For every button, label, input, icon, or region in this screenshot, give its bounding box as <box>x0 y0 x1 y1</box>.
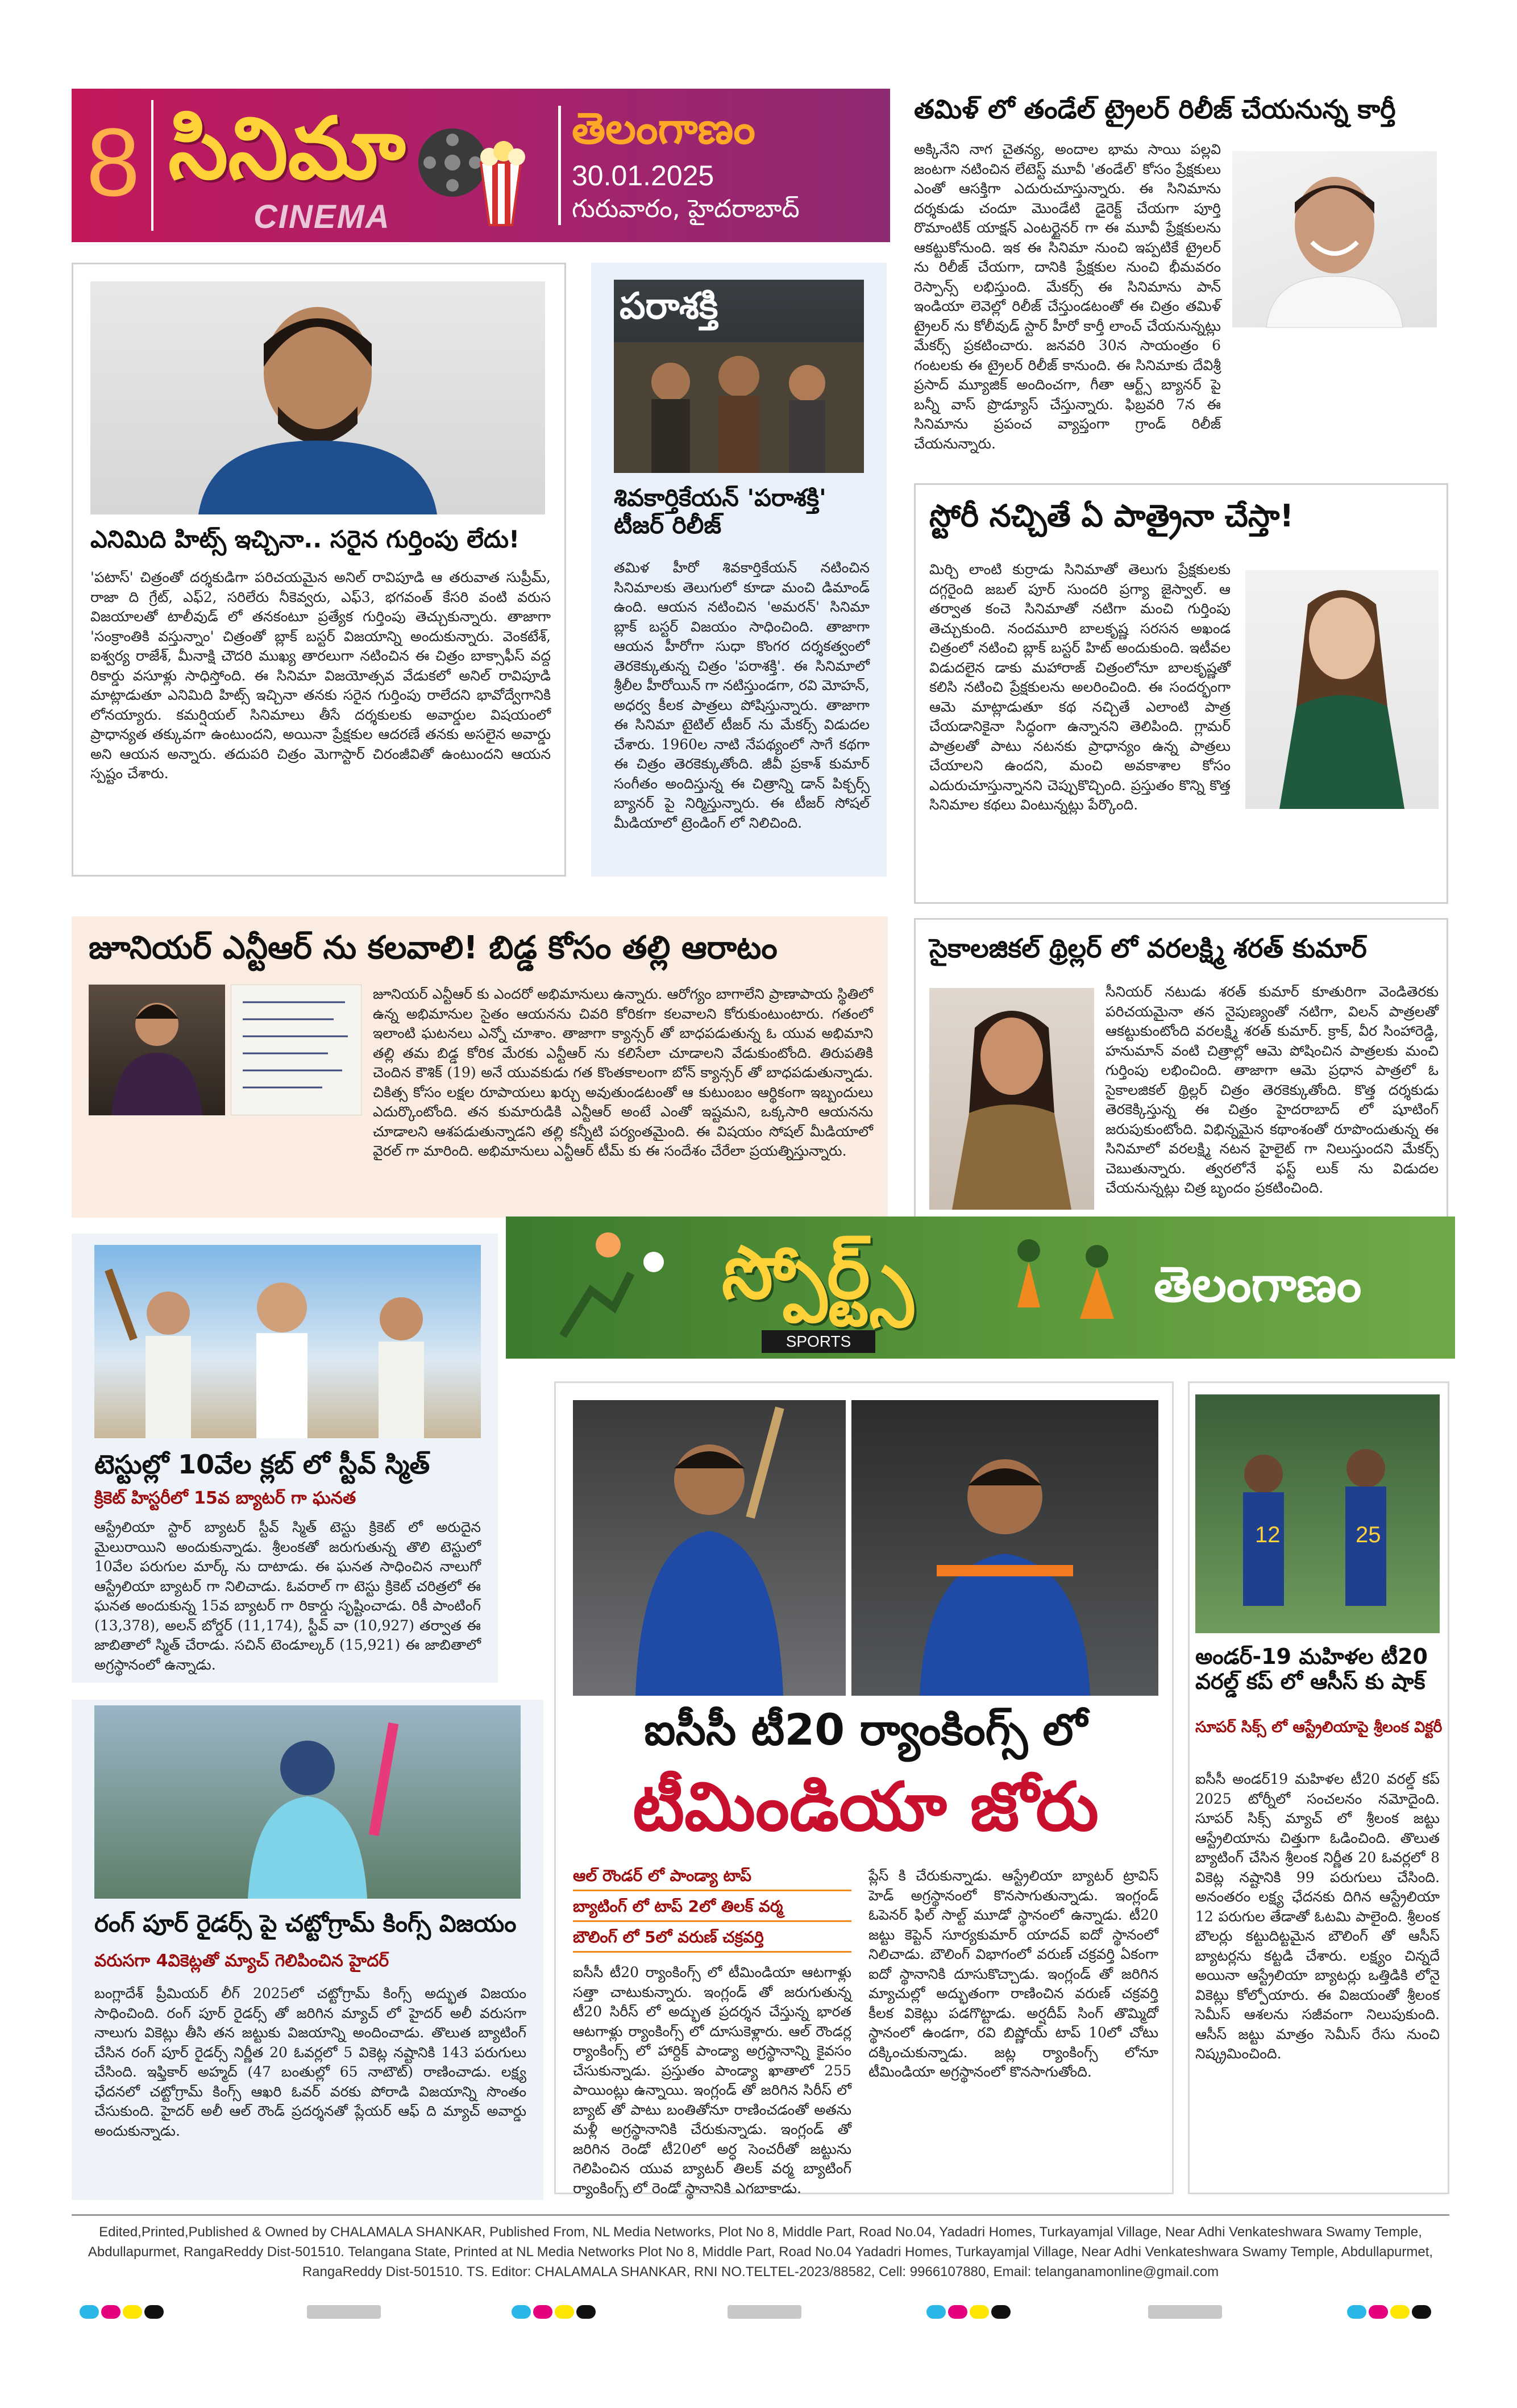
page-number: 8 <box>86 109 140 217</box>
footer-line-1: Edited,Printed,Published & Owned by CHALAMALA SHANKAR, Published From, NL Media Networks, Plot No 8, Middle Part, Road No.04, Yadadri Homes, Turkayamjal Village, Near Adhi Venkateshwara Swamy Temple, <box>99 2224 1422 2240</box>
article-karthi <box>914 89 1448 458</box>
icc-highlight-2: బ్యాటింగ్ లో టాప్ 2లో తిలక్ వర్మ <box>573 1897 851 1922</box>
icc-headline-line1: ఐసీసీ టీ20 ర్యాంకింగ్స్ లో <box>573 1701 1158 1758</box>
ntr-photo <box>89 985 225 1115</box>
film-reel-popcorn-icon <box>413 100 538 231</box>
article-ntr <box>72 916 888 1218</box>
issue-date: 30.01.2025 <box>572 160 714 192</box>
article-subtitle: క్రికెట్ హిస్టరీలో 15వ బ్యాటర్ గా ఘనత <box>94 1488 356 1508</box>
icc-highlight-3: బౌలింగ్ లో 5లో వరుణ్ చక్రవర్తి <box>573 1928 851 1953</box>
article-title: తమిళ్ లో తండేల్ ట్రైలర్ రిలీజ్ చేయనున్న కార్తీ <box>914 94 1396 124</box>
article-body: జూనియర్ ఎన్టీఆర్ కు ఎందరో అభిమానులు ఉన్నారు. ఆరోగ్యం బాగాలేని ప్రాణాపాయ స్థితిలో ఉన్న అభిమానుల సైతం ఆయనను చివరి కోరికగా కలవాలని కోరుకుంటుంటారు. గతంలో ఇలాంటి ఘటనలు ఎన్నో చూశాం. తాజాగా క్యాన్సర్ తో బాధపడుతున్న ఓ యువ అభిమాని తల్లి తమ బిడ్డ కోరిక మేరకు ఎన్టీఆర్ ను కలిసేలా చూడాలని వేడుకుంటోంది. తిరుపతికి చెందిన కౌశిక్ (19) అనే యువకుడు గత కొంతకాలంగా బోన్ క్యాన్సర్ తో బాధపడుతున్నాడు. చికిత్స కోసం లక్షల రూపాయలు ఖర్చు అవుతుండటంతో ఆ కుటుంబం ఆర్థికంగా ఇబ్బందులు ఎదుర్కొంటోంది. తన కుమారుడికి ఎన్టీఆర్ అంటే ఎంతో ఇష్టమని, ఒక్కసారి ఆయనను చూడాలని ఆశపడుతున్నాడని తల్లి కన్నీటి పర్యంతమైంది. ఈ విషయం సోషల్ మీడియాలో వైరల్ గా మారింది. అభిమానులు ఎన్టీఆర్ టీమ్ కు ఈ సందేశం చేరేలా ప్రయత్నిస్తున్నారు. <box>373 986 873 1159</box>
varun-photo <box>851 1400 1158 1696</box>
tilak-photo <box>573 1400 846 1696</box>
smith-photo <box>94 1245 481 1438</box>
article-anil <box>72 263 566 877</box>
article-smith <box>72 1234 498 1683</box>
svg-text:12: 12 <box>1255 1522 1281 1547</box>
karthi-photo <box>1232 151 1437 327</box>
article-body: ఆస్ట్రేలియా స్టార్ బ్యాటర్ స్టీవ్ స్మిత్ టెస్టు క్రికెట్ లో అరుదైన మైలురాయిని అందుకున్నాడు. శ్రీలంకతో జరుగుతున్న తొలి టెస్టులో 10వేల పరుగుల మార్క్ ను దాటాడు. ఈ ఘనత సాధించిన నాలుగో ఆస్ట్రేలియా బ్యాటర్ గా నిలిచాడు. ఓవరాల్ గా టెస్టు క్రికెట్ చరిత్రలో ఈ ఘనత అందుకున్న 15వ బ్యాటర్ గా రికార్డు సృష్టించాడు. రికీ పాంటింగ్ (13,378), అలన్ బోర్డర్ (11,174), స్టీవ్ వా (10,927) తర్వాత ఈ జాబితాలో స్మిత్ చేరాడు. సచిన్ టెండూల్కర్ (15,921) ఈ జాబితాలో అగ్రస్థానంలో ఉన్నాడు. <box>94 1519 481 1673</box>
article-subtitle: వరుసగా 4వికెట్లతో మ్యాచ్ గెలిపించిన హైదర్ <box>94 1951 389 1971</box>
article-body: ఐసీసీ అండర్19 మహిళల టీ20 వరల్డ్ కప్ 2025 టోర్నీలో సంచలనం నమోదైంది. సూపర్ సిక్స్ మ్యాచ్ లో శ్రీలంక జట్టు ఆస్ట్రేలియాను చిత్తుగా ఓడించింది. తొలుత బ్యాటింగ్ చేసిన శ్రీలంక నిర్ణీత 20 ఓవర్లలో 8 వికెట్ల నష్టానికి 99 పరుగులు చేసింది. అనంతరం లక్ష్య ఛేదనకు దిగిన ఆస్ట్రేలియా 12 పరుగుల తేడాతో ఓటమి పాలైంది. శ్రీలంక బౌలర్లు కట్టుదిట్టమైన బౌలింగ్ తో ఆసీస్ బ్యాటర్లను కట్టడి చేశారు. లక్ష్యం చిన్నదే అయినా ఆస్ట్రేలియా బ్యాటర్లు ఒత్తిడికి లోనై వికెట్లు కోల్పోయారు. ఈ విజయంతో శ్రీలంక సెమీస్ ఆశలను సజీవంగా నిలుపుకుంది. ఆసీస్ జట్టు మాత్రం సెమీస్ రేసు నుంచి నిష్క్రమించింది. <box>1195 1771 1440 2062</box>
article-pragya <box>914 483 1448 904</box>
article-title: రంగ్ పూర్ రైడర్స్ పై చట్టోగ్రామ్ కింగ్స్ విజయం <box>94 1909 517 1937</box>
section-subtitle: CINEMA <box>253 198 390 235</box>
pragya-photo <box>1245 570 1439 809</box>
paper-name: తెలంగాణం <box>572 103 755 153</box>
registration-marks <box>80 2305 1455 2322</box>
sports-figures-icon <box>517 1222 705 1353</box>
footer-line-2: Abdullapurmet, RangaReddy Dist-501510. Telangana State, Printed at NL Media Networks Plot No 8, Middle Part, Road No.04 Yadadri Homes, Turkayamjal Village, Near Adhi Venkateshwara Swamy Temple, Abdullapurmet, <box>88 2244 1433 2260</box>
section-title: సినిమా <box>168 99 406 198</box>
article-body: సీనియర్ నటుడు శరత్ కుమార్ కూతురిగా వెండితెరకు పరిచయమైనా తన నైపుణ్యంతో నటిగా, విలన్ పాత్రలతో ఆకట్టుకుంటోంది వరలక్ష్మి శరత్ కుమార్. క్రాక్, వీర సింహారెడ్డి, హనుమాన్ వంటి చిత్రాల్లో ఆమె పోషించిన పాత్రలకు మంచి గుర్తింపు లభించింది. తాజాగా ఆమె ప్రధాన పాత్రలో ఓ సైకాలజికల్ థ్రిల్లర్ చిత్రం తెరకెక్కుతోంది. కొత్త దర్శకుడు తెరకెక్కిస్తున్న ఈ చిత్రం హైదరాబాద్ లో షూటింగ్ జరుపుకుంటోంది. విభిన్నమైన కథాంశంతో రూపొందుతున్న ఈ సినిమాలో వరలక్ష్మి నటన హైలైట్ గా నిలుస్తుందని మేకర్స్ చెబుతున్నారు. త్వరలోనే ఫస్ట్ లుక్ ను విడుదల చేయనున్నట్లు చిత్ర బృందం ప్రకటించింది. <box>1105 983 1439 1196</box>
article-title: జూనియర్ ఎన్టీఆర్ ను కలవాలి! బిడ్డ కోసం తల్లి ఆరాటం <box>89 929 778 966</box>
article-title: టెస్టుల్లో 10వేల క్లబ్ లో స్టీవ్ స్మిత్ <box>94 1449 430 1480</box>
masthead-divider <box>151 100 153 231</box>
article-title: శివకార్తికేయన్ 'పరాశక్తి' టీజర్ రిలీజ్ <box>614 484 826 539</box>
poster-title: పరాశక్తి <box>620 285 718 327</box>
varalakshmi-photo <box>929 988 1094 1210</box>
icc-body-col2: ప్లేస్ కి చేరుకున్నాడు. ఆస్ట్రేలియా బ్యాటర్ ట్రావిస్ హెడ్ అగ్రస్థానంలో కొనసాగుతున్నాడు. ఇంగ్లండ్ ఓపెనర్ ఫిల్ సాల్ట్ మూడో స్థానంలో ఉన్నాడు. టీ20 జట్టు కెప్టెన్ సూర్యకుమార్ యాదవ్ ఐదో స్థానంలో నిలిచాడు. బౌలింగ్ విభాగంలో వరుణ్ చక్రవర్తి ఏకంగా ఐదో స్థానానికి దూసుకొచ్చాడు. ఇంగ్లండ్ తో జరిగిన మ్యాచుల్లో అద్భుతంగా రాణించిన వరుణ్ చక్రవర్తి కీలక వికెట్లు పడగొట్టాడు. అర్షదీప్ సింగ్ తొమ్మిదో స్థానంలో ఉండగా, రవి బిష్ణోయ్ టాప్ 10లో చోటు దక్కించుకున్నాడు. జట్ల ర్యాంకింగ్స్ లోనూ టీమిండియా అగ్రస్థానంలో కొనసాగుతోంది. <box>868 1867 1158 2080</box>
article-subtitle: సూపర్ సిక్స్ లో ఆస్ట్రేలియాపై శ్రీలంక విక్టరీ <box>1195 1718 1443 1736</box>
issue-day-place: గురువారం, హైదరాబాద్ <box>572 194 800 223</box>
masthead-divider-2 <box>558 106 561 225</box>
article-u19 <box>1188 1381 1449 2194</box>
article-body: బంగ్లాదేశ్ ప్రీమియర్ లీగ్ 2025లో చట్టోగ్రామ్ కింగ్స్ అద్భుత విజయం సాధించింది. రంగ్ పూర్ రైడర్స్ తో జరిగిన మ్యాచ్ లో హైదర్ అలీ వరుసగా నాలుగు వికెట్లు తీసి తన జట్టుకు విజయాన్ని అందించాడు. తొలుత బ్యాటింగ్ చేసిన రంగ్ పూర్ రైడర్స్ నిర్ణీత 20 ఓవర్లలో 5 వికెట్ల నష్టానికి 143 పరుగులు చేసింది. ఇఫ్తికార్ అహ్మద్ (47 బంతుల్లో 65 నాటౌట్) రాణించాడు. లక్ష్య ఛేదనలో చట్టోగ్రామ్ కింగ్స్ ఆఖరి ఓవర్ వరకు పోరాడి విజయాన్ని సొంతం చేసుకుంది. హైదర్ అలీ ఆల్ రౌండ్ ప్రదర్శనతో ప్లేయర్ ఆఫ్ ది మ్యాచ్ అవార్డు అందుకున్నాడు. <box>94 1985 526 2139</box>
athletes-silhouettes-icon <box>995 1222 1142 1353</box>
article-title: సైకాలజికల్ థ్రిల్లర్ లో వరలక్ష్మి శరత్ కుమార్ <box>929 933 1367 964</box>
footer-rule <box>72 2214 1449 2216</box>
article-body-bottom <box>914 407 1448 452</box>
article-bpl <box>72 1700 543 2200</box>
svg-text:25: 25 <box>1356 1522 1381 1547</box>
sports-banner <box>506 1217 1455 1359</box>
sports-paper-name: తెలంగాణం <box>1154 1256 1362 1313</box>
parasakthi-poster <box>614 280 864 473</box>
footer-imprint <box>72 2223 1449 2291</box>
article-parasakthi <box>591 263 887 877</box>
article-body: తమిళ హీరో శివకార్తికేయన్ నటించిన సినిమాలకు తెలుగులో కూడా మంచి డిమాండ్ ఉంది. ఆయన నటించిన 'అమరన్' సినిమా బ్లాక్ బస్టర్ విజయం సాధించింది. తాజాగా ఆయన హీరోగా సుధా కొంగర దర్శకత్వంలో తెరకెక్కుతున్న చిత్రం 'పరాశక్తి'. ఈ సినిమాలో శ్రీలీల హీరోయిన్ గా నటిస్తుండగా, రవి మోహన్, అధర్వ కీలక పాత్రలు పోషిస్తున్నారు. తాజాగా ఈ సినిమా టైటిల్ టీజర్ ను మేకర్స్ విడుదల చేశారు. 1960ల నాటి నేపథ్యంలో సాగే కథగా ఈ చిత్రం తెరకెక్కుతోంది. జీవీ ప్రకాశ్ కుమార్ సంగీతం అందిస్తున్న ఈ చిత్రాన్ని డాన్ పిక్చర్స్ బ్యానర్ పై నిర్మిస్తున్నారు. ఈ టీజర్ సోషల్ మీడియాలో ట్రెండింగ్ లో నిలిచింది. <box>614 559 870 831</box>
sports-title: స్పోర్ట్స్ <box>722 1231 913 1315</box>
ntr-letter-photo <box>231 985 361 1115</box>
article-body: మిర్చి లాంటి కుర్రాడు సినిమాతో తెలుగు ప్రేక్షకులకు దగ్గరైంది జబల్ పూర్ సుందరి ప్రగ్యా జైస్వాల్. ఆ తర్వాత కంచె సినిమాతో నటిగా మంచి గుర్తింపు తెచ్చుకుంది. నందమూరి బాలకృష్ణ సరసన అఖండ చిత్రంలో నటించి బ్లాక్ బస్టర్ హిట్ అందుకుంది. ఇటీవల విడుదలైన డాకు మహారాజ్ చిత్రంలోనూ బాలకృష్ణతో కలిసి నటించి ప్రేక్షకులను అలరించింది. ఈ సందర్భంగా ఆమె మాట్లాడుతూ కథ నచ్చితే ఎలాంటి పాత్ర చేయడానికైనా సిద్ధంగా ఉన్నానని తెలిపింది. గ్లామర్ పాత్రలతో పాటు నటనకు ప్రాధాన్యం ఉన్న పాత్రలు చేయాలని ఉందని, మంచి అవకాశాల కోసం ఎదురుచూస్తున్నానని చెప్పుకొచ్చింది. ప్రస్తుతం కొన్ని కొత్త సినిమాల కథలు వింటున్నట్లు పేర్కొంది. <box>929 561 1231 813</box>
icc-highlight-1: ఆల్ రౌండర్ లో పాండ్యా టాప్ <box>573 1866 851 1891</box>
sports-label: SPORTS <box>762 1330 875 1353</box>
article-body: 'పటాస్' చిత్రంతో దర్శకుడిగా పరిచయమైన అనిల్ రావిపూడి ఆ తరువాత సుప్రీమ్, రాజా ది గ్రేట్, ఎఫ్2, సరిలేరు నీకెవ్వరు, ఎఫ్3, భగవంత్ కేసరి వంటి వరుస విజయాలతో టాలీవుడ్ లో తనకంటూ ప్రత్యేక గుర్తింపు తెచ్చుకున్నారు. తాజాగా 'సంక్రాంతికి వస్తున్నాం' చిత్రంతో బ్లాక్ బస్టర్ విజయాన్ని అందుకున్నారు. వెంకటేశ్, ఐశ్వర్య రాజేశ్, మీనాక్షి చౌదరి ముఖ్య తారలుగా నటించిన ఈ చిత్రం బాక్సాఫీస్ వద్ద రికార్డు వసూళ్లు సాధిస్తోంది. ఈ సినిమా విజయోత్సవ వేడుకలో అనిల్ రావిపూడి మాట్లాడుతూ ఎనిమిది హిట్స్ ఇచ్చినా తనకు సరైన గుర్తింపు రాలేదని భావోద్వేగానికి లోనయ్యారు. కమర్షియల్ సినిమాలు తీసే దర్శకులకు అవార్డుల విషయంలో ప్రాధాన్యత తక్కువగా ఉంటుందని, అయినా ప్రేక్షకుల ఆదరణే తనకు అసలైన అవార్డు అని ఆయన అన్నారు. తదుపరి చిత్రం మెగాస్టార్ చిరంజీవితో ఉంటుందని ఆయన స్పష్టం చేశారు. <box>90 569 551 782</box>
icc-headline-line2: టీమిండియా జోరు <box>633 1767 1099 1846</box>
footer-line-3: RangaReddy Dist-501510. TS. Editor: CHALAMALA SHANKAR, RNI NO.TELTEL-2023/88582, Cell: 9966107880, Email: telanganamonline@gmail.com <box>302 2264 1219 2280</box>
bpl-photo <box>94 1705 521 1899</box>
article-title: ఎనిమిది హిట్స్ ఇచ్చినా.. సరైన గుర్తింపు లేదు! <box>90 525 520 553</box>
masthead <box>72 89 890 242</box>
icc-body-col1: ఐసీసీ టీ20 ర్యాంకింగ్స్ లో టీమిండియా ఆటగాళ్లు సత్తా చాటుకున్నారు. ఇంగ్లండ్ తో జరుగుతున్న టీ20 సిరీస్ లో అద్భుత ప్రదర్శన చేస్తున్న భారత ఆటగాళ్లు ర్యాంకింగ్స్ లో దూసుకెళ్లారు. ఆల్ రౌండర్ల ర్యాంకింగ్స్ లో హార్దిక్ పాండ్యా అగ్రస్థానాన్ని కైవసం చేసుకున్నాడు. ప్రస్తుతం పాండ్యా ఖాతాలో 255 పాయింట్లు ఉన్నాయి. ఇంగ్లండ్ తో జరిగిన సిరీస్ లో బ్యాట్ తో పాటు బంతితోనూ రాణించడంతో అతను మళ్లీ అగ్రస్థానానికి చేరుకున్నాడు. ఇంగ్లండ్ తో జరిగిన రెండో టీ20లో అర్ధ సెంచరీతో జట్టును గెలిపించిన యువ బ్యాటర్ తిలక్ వర్మ బ్యాటింగ్ ర్యాంకింగ్స్ లో రెండో స్థానానికి ఎగబాకాడు. <box>573 1964 851 2197</box>
anil-photo <box>90 281 545 514</box>
article-title: అండర్-19 మహిళల టీ20 వరల్డ్ కప్ లో ఆసీస్ కు షాక్ <box>1195 1644 1428 1694</box>
u19-photo <box>1195 1394 1440 1633</box>
article-icc <box>554 1381 1174 2197</box>
article-title: స్టోరీ నచ్చితే ఏ పాత్రైనా చేస్తా! <box>929 498 1294 534</box>
article-body: అక్కినేని నాగ చైతన్య, అందాల భామ సాయి పల్లవి జంటగా నటించిన లేటెస్ట్ మూవీ 'తండేల్' కోసం ప్రేక్షకులు ఎంతో ఆసక్తిగా ఎదురుచూస్తున్నారు. ఈ సినిమాను దర్శకుడు చందూ మొండేటి డైరెక్ట్ చేయగా పూర్తి రొమాంటిక్ యాక్షన్ ఎంటర్టైనర్ గా ఈ మూవీ ప్రేక్షకులను ఆకట్టుకోనుంది. ఇక ఈ సినిమా నుంచి ఇప్పటికే ట్రైలర్ ను రిలీజ్ చేయగా, దానికి ప్రేక్షకుల నుంచి భీమవరం రెస్పాన్స్ లభిస్తుంది. మేకర్స్ ఈ సినిమాను పాన్ ఇండియా లెవెల్లో రిలీజ్ చేస్తుండటంతో ఈ చిత్రం తమిళ్ ట్రైలర్ ను కోలీవుడ్ స్టార్ హీరో కార్తీ లాంచ్ చేయనున్నట్లు మేకర్స్ ప్రకటించారు. జనవరి 30న సాయంత్రం 6 గంటలకు ఈ ట్రైలర్ రిలీజ్ కానుంది. ఈ సినిమాకు దేవిశ్రీ ప్రసాద్ మ్యూజిక్ అందించగా, గీతా ఆర్ట్స్ బ్యానర్ పై బన్నీ వాస్ ప్రొడ్యూస్ చేస్తున్నారు. ఫిబ్రవరి 7న ఈ సినిమాను ప్రపంచ వ్యాప్తంగా గ్రాండ్ రిలీజ్ చేయనున్నారు. <box>914 141 1221 452</box>
